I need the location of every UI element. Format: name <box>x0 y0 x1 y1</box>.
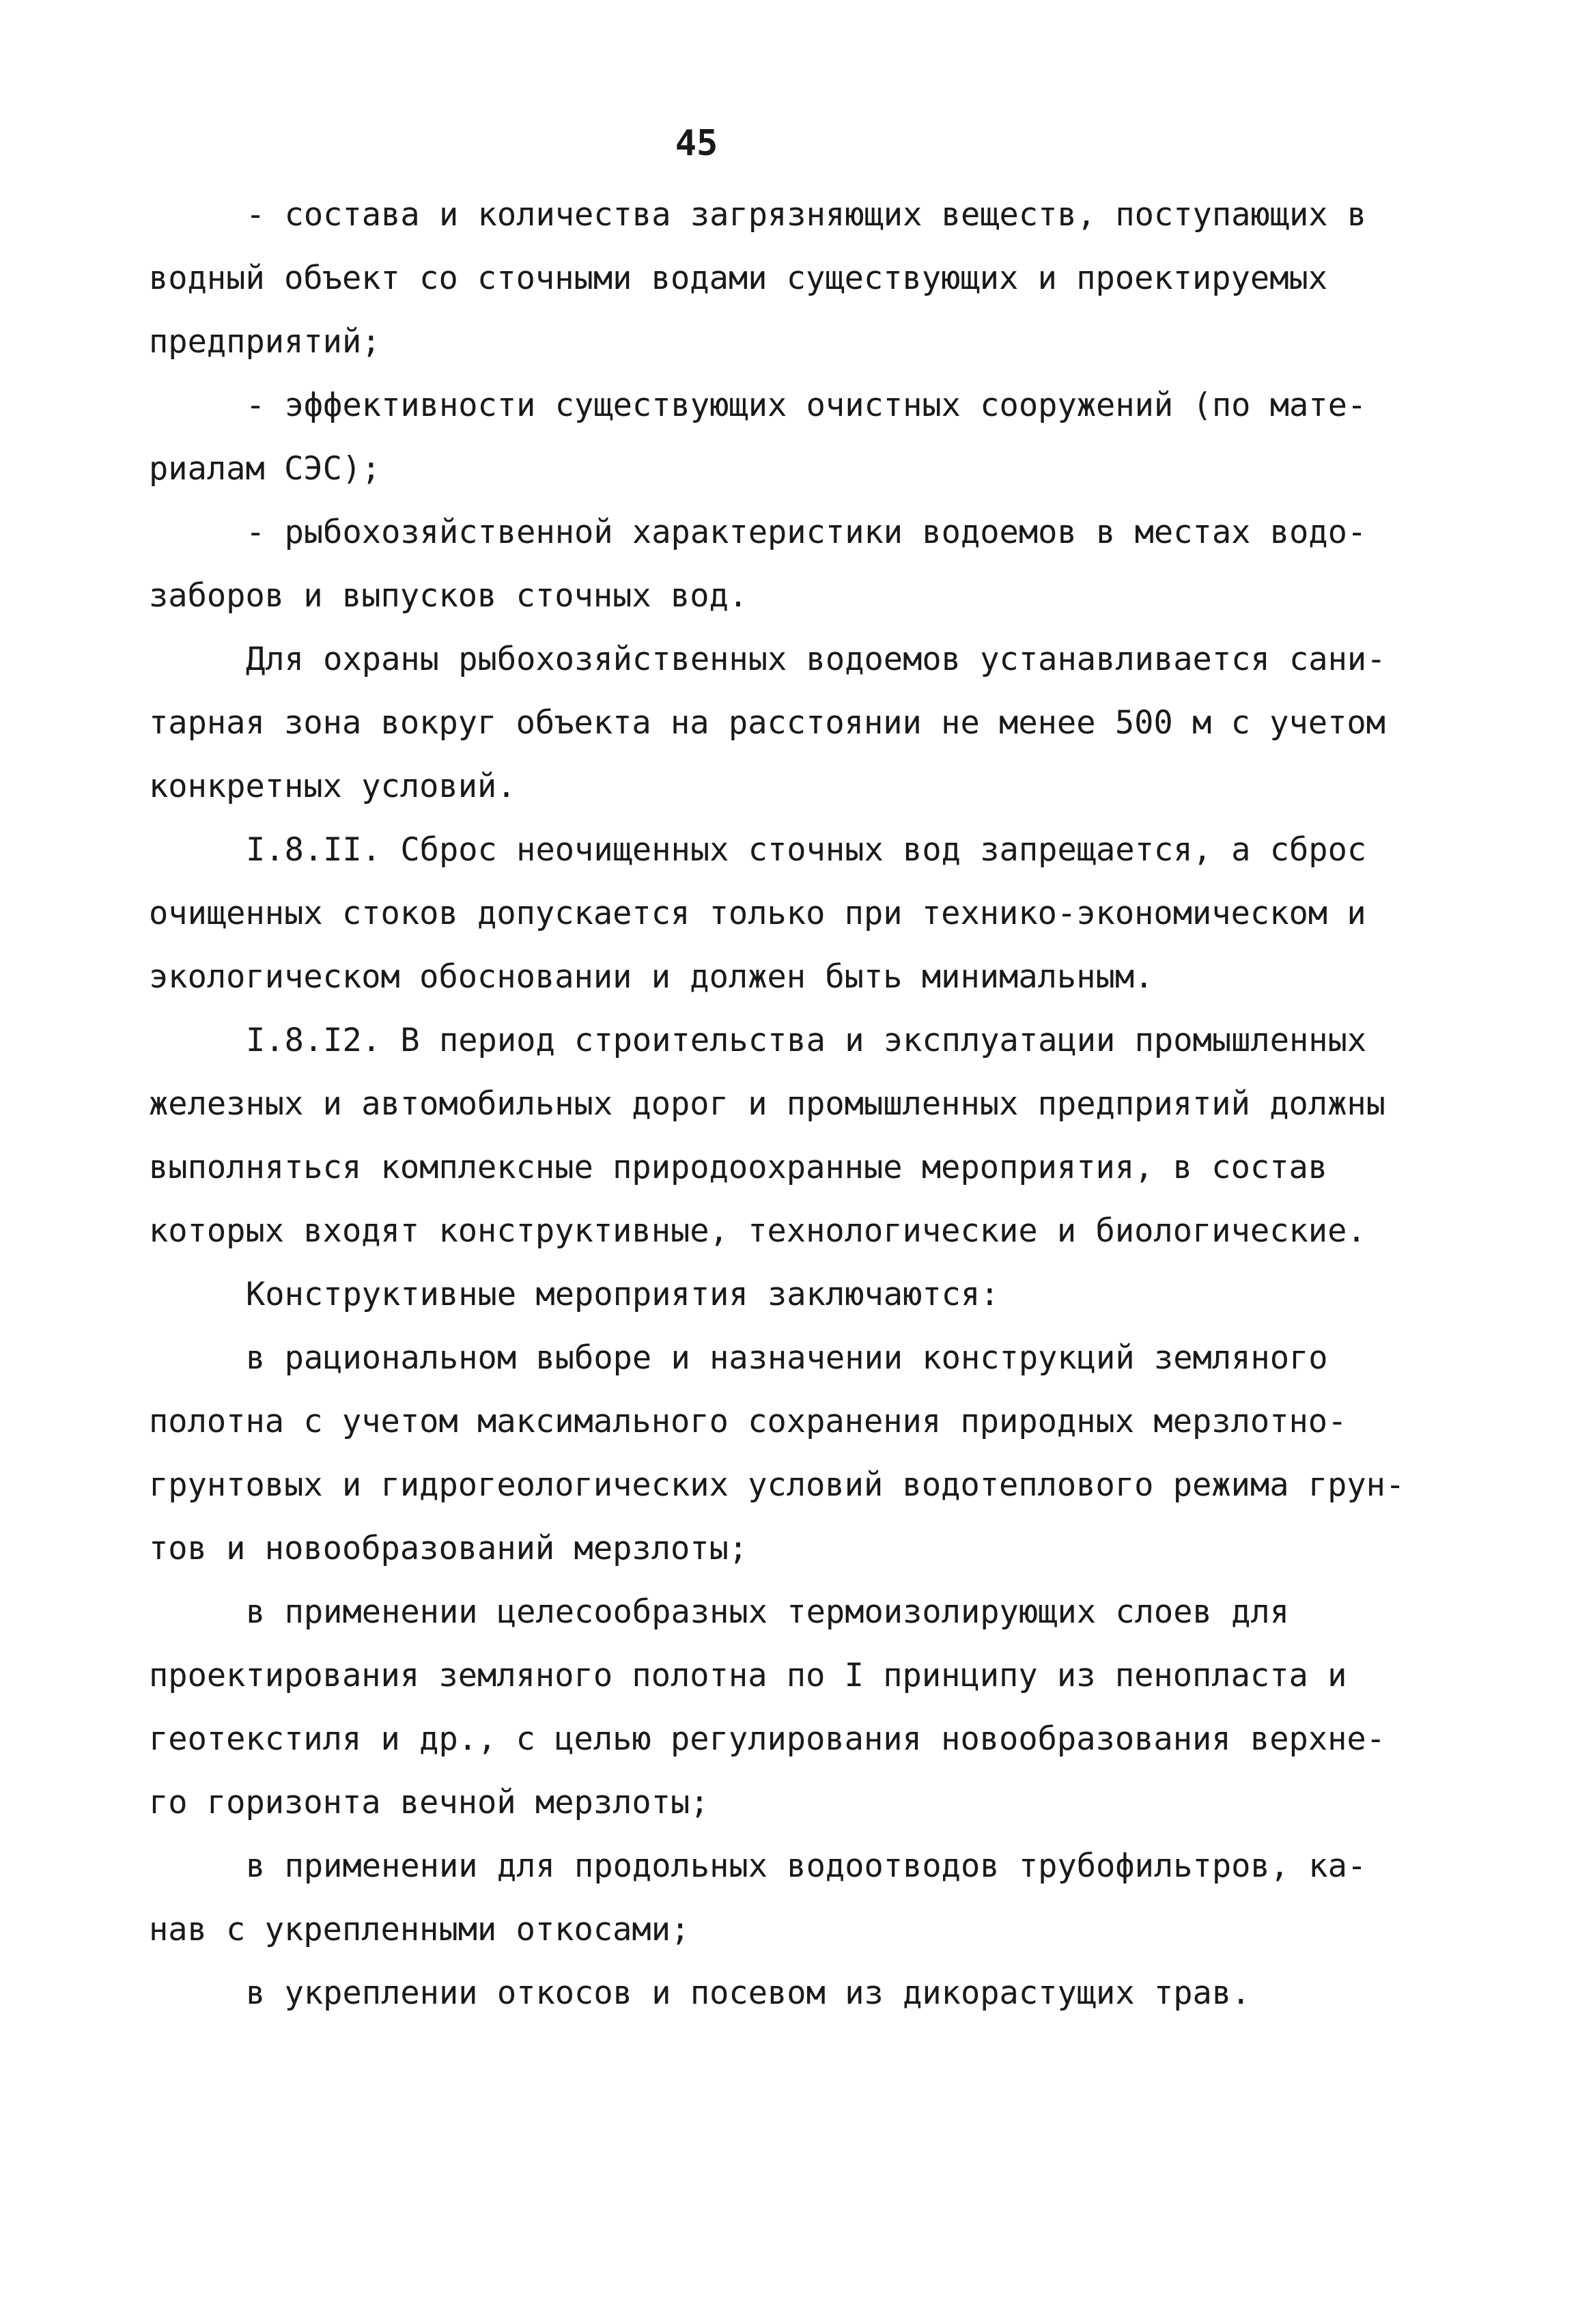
text-line: Конструктивные мероприятия заключаются: <box>246 1276 1000 1313</box>
text-line: выполняться комплексные природоохранные мероприятия, в состав <box>149 1149 1328 1186</box>
text-line: в рациональном выборе и назначении конструкций земляного <box>246 1339 1328 1377</box>
text-line: - эффективности существующих очистных сооружений (по мате- <box>246 387 1367 424</box>
text-line: го горизонта вечной мерзлоты; <box>149 1784 709 1821</box>
text-line: предприятий; <box>149 323 381 361</box>
text-line: полотна с учетом максимального сохранения природных мерзлотно- <box>149 1403 1347 1440</box>
text-line: - состава и количества загрязняющих веществ, поступающих в <box>246 196 1367 234</box>
text-line: тарная зона вокруг объекта на расстоянии не менее 500 м с учетом <box>149 704 1385 742</box>
page-number: 45 <box>675 123 718 164</box>
text-line: в применении для продольных водоотводов трубофильтров, ка- <box>246 1847 1367 1885</box>
text-line: в укреплении откосов и посевом из дикорастущих трав. <box>246 1974 1251 2012</box>
text-line: которых входят конструктивные, технологические и биологические. <box>149 1212 1366 1250</box>
text-line: очищенных стоков допускается только при технико-экономическом и <box>149 895 1366 932</box>
text-line: водный объект со сточными водами существующих и проектируемых <box>149 260 1328 297</box>
text-line: Для охраны рыбохозяйственных водоемов устанавливается сани- <box>246 641 1386 678</box>
text-line: тов и новообразований мерзлоты; <box>149 1530 748 1567</box>
text-line: риалам СЭС); <box>149 450 381 488</box>
text-line: I.8.I2. В период строительства и эксплуатации промышленных <box>246 1022 1367 1059</box>
text-line: заборов и выпусков сточных вод. <box>149 577 748 615</box>
text-line: I.8.II. Сброс неочищенных сточных вод запрещается, а сброс <box>246 831 1367 869</box>
text-line: конкретных условий. <box>149 768 516 805</box>
text-line: - рыбохозяйственной характеристики водоемов в местах водо- <box>246 514 1367 551</box>
text-line: железных и автомобильных дорог и промышленных предприятий должны <box>149 1085 1385 1123</box>
text-line: нав с укрепленными откосами; <box>149 1911 690 1948</box>
text-line: грунтовых и гидрогеологических условий водотеплового режима грун- <box>149 1466 1405 1504</box>
text-line: экологическом обосновании и должен быть минимальным. <box>149 958 1154 996</box>
text-line: в применении целесообразных термоизолирующих слоев для <box>246 1593 1290 1631</box>
text-line: геотекстиля и др., с целью регулирования новообразования верхне- <box>149 1720 1385 1758</box>
text-line: проектирования земляного полотна по I принципу из пенопласта и <box>149 1657 1347 1694</box>
